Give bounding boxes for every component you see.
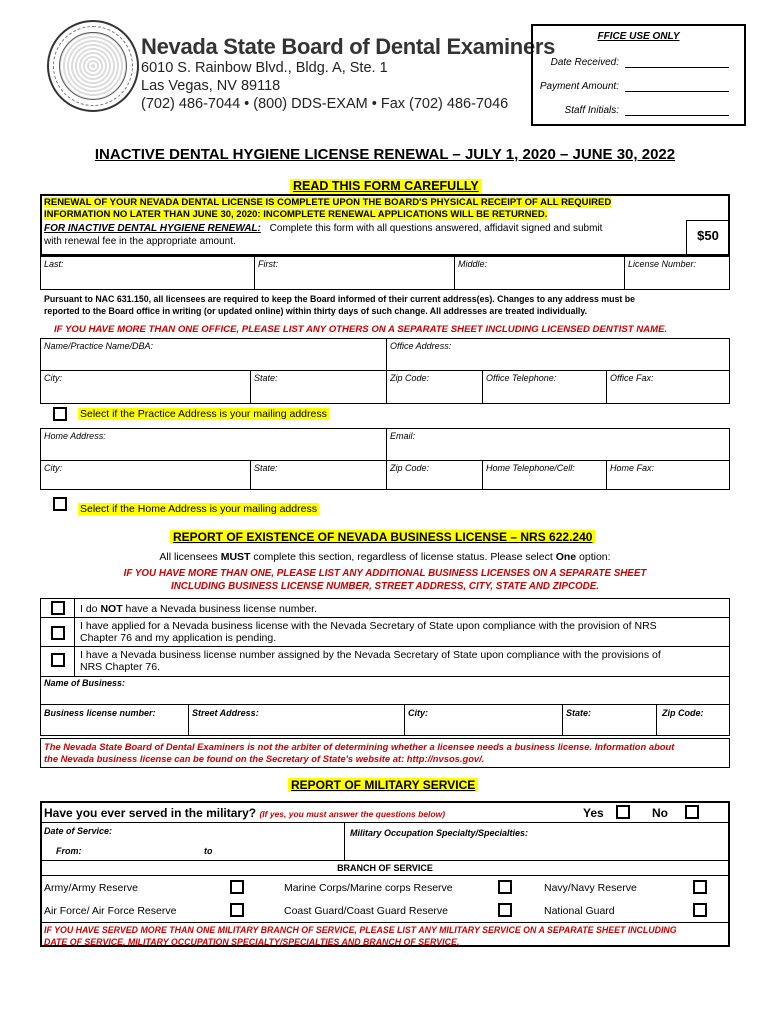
have-business-license-checkbox[interactable] [51, 653, 65, 667]
home-mailing-checkbox[interactable] [53, 497, 67, 511]
military-heading: REPORT OF MILITARY SERVICE [288, 778, 478, 792]
business-more-line2: INCLUDING BUSINESS LICENSE NUMBER, STREET ADDRESS, CITY, STATE AND ZIPCODE. [170, 581, 599, 592]
renewal-notice-line1: RENEWAL OF YOUR NEVADA DENTAL LICENSE IS COMPLETE UPON THE BOARD'S PHYSICAL RECEIPT OF ALL REQUIRED [44, 197, 612, 208]
army-checkbox[interactable] [230, 880, 244, 894]
org-name: Nevada State Board of Dental Examiners [141, 34, 556, 59]
practice-mailing-checkbox[interactable] [53, 407, 67, 421]
army-label: Army/Army Reserve [44, 882, 138, 894]
have-option-line2: NRS Chapter 76. [80, 661, 160, 673]
home-city-field[interactable]: City: [44, 463, 62, 473]
more-office-warning: IF YOU HAVE MORE THAN ONE OFFICE, PLEASE LIST ANY OTHERS ON A SEPARATE SHEET INCLUDING LICENSED DENTIST NAME. [54, 324, 668, 335]
coastguard-label: Coast Guard/Coast Guard Reserve [284, 905, 448, 917]
payment-amount-label: Payment Amount: [539, 81, 619, 92]
business-street-field[interactable]: Street Address: [192, 708, 259, 718]
business-note-line2: the Nevada business license can be found on the Secretary of State's website at: http://nvsos.gov/. [44, 753, 485, 764]
marine-label: Marine Corps/Marine corps Reserve [284, 882, 453, 894]
date-of-service-label: Date of Service: [44, 826, 113, 836]
middle-name-field[interactable]: Middle: [458, 259, 488, 269]
inactive-renewal-label: FOR INACTIVE DENTAL HYGIENE RENEWAL: [44, 223, 261, 234]
national-guard-checkbox[interactable] [693, 903, 707, 917]
business-name-field[interactable]: Name of Business: [44, 678, 126, 688]
business-city-field[interactable]: City: [408, 708, 428, 718]
no-business-license-checkbox[interactable] [51, 601, 65, 615]
payment-amount-field[interactable] [625, 81, 729, 92]
military-no-checkbox[interactable] [685, 805, 699, 819]
nac-text-line1: Pursuant to NAC 631.150, all licensees are required to keep the Board informed of their current address(es). Changes to any address must be [44, 294, 636, 304]
military-note-line1: IF YOU HAVE SERVED MORE THAN ONE MILITARY BRANCH OF SERVICE, PLEASE LIST ANY MILITARY SERVICE ON A SEPARATE SHEET INCLUDING [44, 925, 677, 935]
last-name-field[interactable]: Last: [44, 259, 64, 269]
home-box [40, 428, 730, 490]
business-more-line1: IF YOU HAVE MORE THAN ONE, PLEASE LIST ANY ADDITIONAL BUSINESS LICENSES ON A SEPARATE SHEET [123, 568, 647, 579]
nac-text-line2: reported to the Board office in writing (or updated online) within thirty days of such change. All addresses are treated individually. [44, 306, 588, 316]
practice-name-field[interactable]: Name/Practice Name/DBA: [44, 341, 154, 351]
applied-option-line2: Chapter 76 and my application is pending. [80, 632, 277, 644]
military-question: Have you ever served in the military? (If yes, you must answer the questions below) [44, 806, 446, 820]
staff-initials-label: Staff Initials: [564, 105, 619, 116]
home-zip-field[interactable]: Zip Code: [390, 463, 430, 473]
business-note-line1: The Nevada State Board of Dental Examiners is not the arbiter of determining whether a licensee needs a business license. Information about [44, 741, 675, 752]
national-guard-label: National Guard [544, 905, 615, 917]
office-city-field[interactable]: City: [44, 373, 62, 383]
business-state-field[interactable]: State: [566, 708, 592, 718]
inactive-renewal-text2: with renewal fee in the appropriate amount. [44, 236, 236, 247]
no-business-license-option: I do NOT have a Nevada business license number. [80, 603, 317, 615]
navy-checkbox[interactable] [693, 880, 707, 894]
first-name-field[interactable]: First: [258, 259, 278, 269]
renewal-notice-line2: INFORMATION NO LATER THAN JUNE 30, 2020: INCOMPLETE RENEWAL APPLICATIONS WILL BE RETURNED. [44, 209, 548, 220]
form-title: INACTIVE DENTAL HYGIENE LICENSE RENEWAL – JULY 1, 2020 – JUNE 30, 2022 [94, 146, 676, 163]
home-mailing-label: Select if the Home Address is your mailing address [80, 503, 317, 515]
have-option-line1: I have a Nevada business license number assigned by the Nevada Secretary of State upon compliance with the provisions of [80, 649, 661, 661]
business-number-field[interactable]: Business license number: [44, 708, 156, 718]
military-yes-checkbox[interactable] [616, 805, 630, 819]
military-yes-label: Yes [583, 806, 604, 820]
home-address-field[interactable]: Home Address: [44, 431, 106, 441]
home-state-field[interactable]: State: [254, 463, 278, 473]
navy-label: Navy/Navy Reserve [544, 882, 637, 894]
airforce-checkbox[interactable] [230, 903, 244, 917]
date-received-label: Date Received: [550, 57, 619, 68]
service-from-field[interactable]: From: [56, 846, 82, 856]
home-fax-field[interactable]: Home Fax: [610, 463, 655, 473]
home-telephone-field[interactable]: Home Telephone/Cell: [486, 463, 575, 473]
date-received-field[interactable] [625, 57, 729, 68]
marine-checkbox[interactable] [498, 880, 512, 894]
org-address-1: 6010 S. Rainbow Blvd., Bldg. A, Ste. 1 [141, 60, 388, 76]
office-fax-field[interactable]: Office Fax: [610, 373, 654, 383]
read-carefully-heading: READ THIS FORM CAREFULLY [290, 179, 482, 193]
org-address-2: Las Vegas, NV 89118 [141, 78, 281, 94]
business-zip-field[interactable]: Zip Code: [662, 708, 704, 718]
license-number-field[interactable]: License Number: [628, 259, 697, 269]
coastguard-checkbox[interactable] [498, 903, 512, 917]
org-phones: (702) 486-7044 • (800) DDS-EXAM • Fax (702) 486-7046 [141, 96, 509, 112]
applied-business-license-checkbox[interactable] [51, 626, 65, 640]
name-row [40, 256, 730, 290]
business-intro: All licensees MUST complete this section, regardless of license status. Please select One option: [159, 551, 611, 563]
office-use-title: FFICE USE ONLY [597, 31, 680, 42]
business-license-heading: REPORT OF EXISTENCE OF NEVADA BUSINESS LICENSE – NRS 622.240 [170, 530, 595, 544]
office-zip-field[interactable]: Zip Code: [390, 373, 430, 383]
branch-heading: BRANCH OF SERVICE [337, 863, 433, 873]
renewal-fee: $50 [697, 228, 719, 243]
military-note-line2: DATE OF SERVICE, MILITARY OCCUPATION SPECIALTY/SPECIALTIES AND BRANCH OF SERVICE. [44, 937, 460, 947]
staff-initials-field[interactable] [625, 105, 729, 116]
office-state-field[interactable]: State: [254, 373, 278, 383]
airforce-label: Air Force/ Air Force Reserve [44, 905, 177, 917]
practice-mailing-label: Select if the Practice Address is your mailing address [80, 408, 327, 420]
service-to-field[interactable]: to [204, 846, 213, 856]
email-field[interactable]: Email: [390, 431, 416, 441]
office-address-field[interactable]: Office Address: [390, 341, 452, 351]
applied-option-line1: I have applied for a Nevada business license with the Nevada Secretary of State upon compliance with the provision of NRS [80, 620, 657, 632]
office-use-box [531, 24, 746, 126]
military-no-label: No [652, 806, 668, 820]
inactive-renewal-text1: Complete this form with all questions answered, affidavit signed and submit [269, 223, 603, 234]
state-seal-logo [47, 20, 139, 112]
specialty-field[interactable]: Military Occupation Specialty/Specialties: [350, 828, 529, 838]
office-telephone-field[interactable]: Office Telephone: [486, 373, 557, 383]
